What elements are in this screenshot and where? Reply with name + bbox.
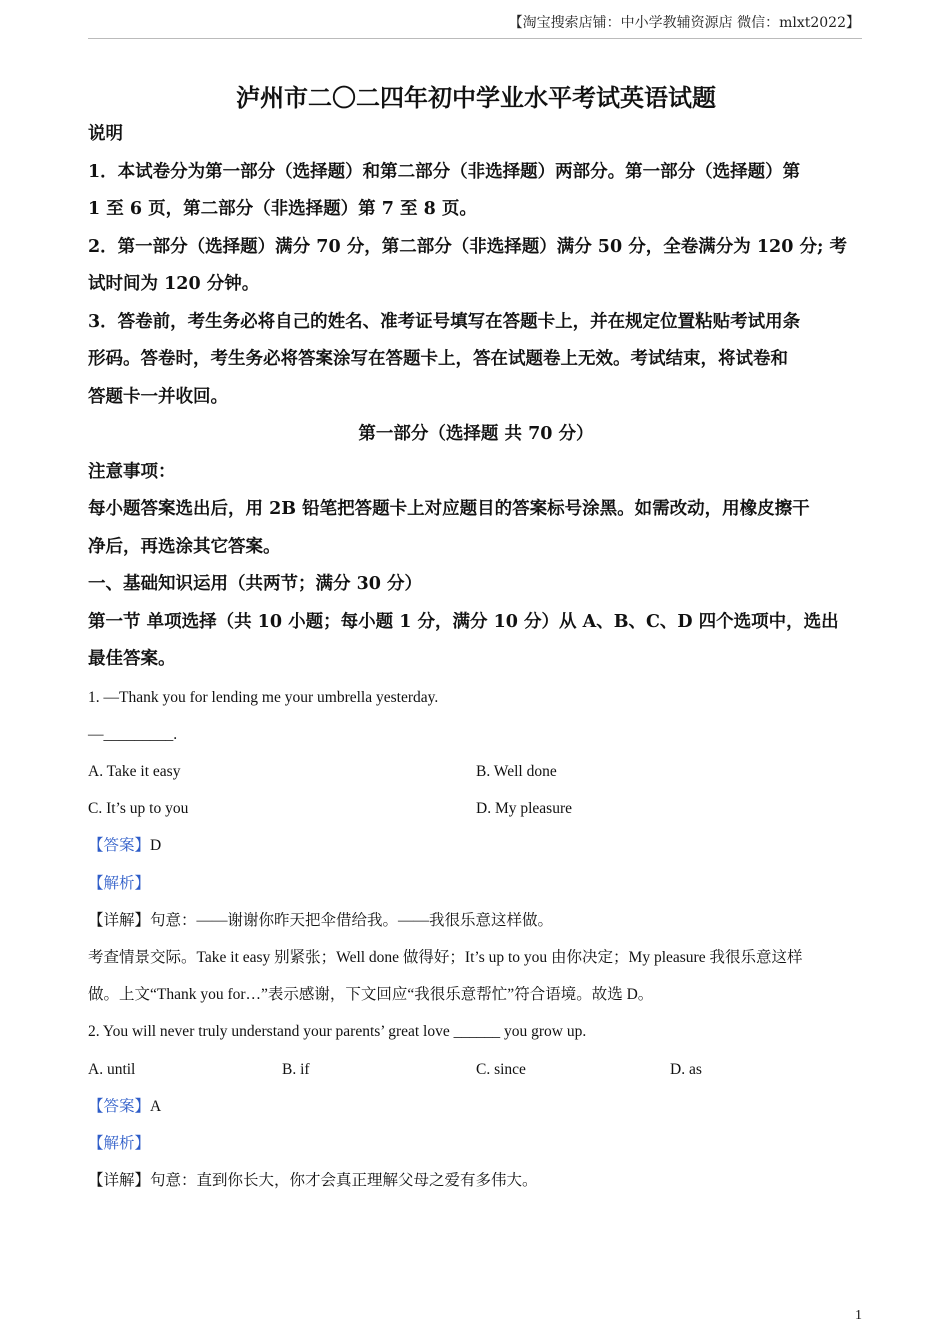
question-1-detail (88, 902, 864, 939)
question-2-stem: 2. You will never truly understand your parents’ great love ______ you grow up. (88, 1023, 587, 1041)
question-2-option-b: B. if (282, 1060, 310, 1078)
section-heading: 一、基础知识运用（共两节；满分 30 分） (88, 574, 423, 594)
header-divider (88, 38, 862, 39)
answer-label: 【答案】 (88, 837, 151, 855)
detail-label: 【详解】 (88, 911, 151, 929)
notice-line: 每小题答案选出后，用 2B 铅笔把答题卡上对应题目的答案标号涂黑。如需改动，用橡皮擦干 (88, 499, 810, 519)
instruction-line: 试时间为 120 分钟。 (88, 274, 260, 294)
header-note: 【淘宝搜索店铺：中小学教辅资源店 微信：mlxt2022】 (508, 15, 860, 31)
part-title: 第一部分（选择题 共 70 分） (358, 424, 594, 444)
question-2-analysis (88, 1125, 864, 1162)
answer-value: D (150, 837, 162, 855)
notice-line: 净后，再选涂其它答案。 (88, 536, 281, 557)
question-1-reply: —_________. (88, 725, 178, 743)
question-1-options-row (88, 753, 864, 790)
question-1-analysis (88, 865, 864, 902)
instruction-line: 形码。答卷时，考生务必将答案涂写在答题卡上，答在试题卷上无效。考试结束，将试卷和 (88, 349, 788, 369)
notice-heading: 注意事项： (88, 461, 176, 482)
question-2-detail (88, 1162, 864, 1199)
instruction-line: 3．答卷前，考生务必将自己的姓名、准考证号填写在答题卡上，并在规定位置粘贴考试用条 (88, 311, 801, 332)
question-2-option-d: D. as (670, 1060, 702, 1078)
subsection-heading: 最佳答案。 (88, 649, 176, 669)
question-1-option-a: A. Take it easy (88, 762, 181, 780)
question-1-explanation: 做。上文“Thank you for…”表示感谢，下文回应“我很乐意帮忙”符合语境。故选 D。 (88, 986, 654, 1004)
question-1-options-row (88, 790, 864, 827)
question-2-answer (88, 1088, 864, 1125)
page-title: 泸州市二〇二四年初中学业水平考试英语试题 (236, 83, 716, 112)
question-2-options-row (88, 1051, 864, 1088)
document-body (88, 80, 864, 1199)
question-2-option-a: A. until (88, 1060, 136, 1078)
question-1-stem: 1. —Thank you for lending me your umbrella yesterday. (88, 688, 439, 706)
analysis-label: 【解析】 (88, 1134, 151, 1152)
instructions-heading: 说明 (88, 124, 123, 144)
question-1-option-d: D. My pleasure (476, 800, 572, 818)
question-1-explanation: 考查情景交际。Take it easy 别紧张；Well done 做得好；It’s up to you 由你决定；My pleasure 我很乐意这样 (88, 948, 803, 966)
instruction-line: 1．本试卷分为第一部分（选择题）和第二部分（非选择题）两部分。第一部分（选择题）第 (88, 161, 801, 182)
instruction-line: 答题卡一并收回。 (88, 386, 228, 407)
question-1-answer (88, 827, 864, 864)
instruction-line: 2．第一部分（选择题）满分 70 分，第二部分（非选择题）满分 50 分，全卷满分为 120 分; 考 (88, 236, 848, 257)
answer-label: 【答案】 (88, 1097, 151, 1115)
analysis-label: 【解析】 (88, 874, 151, 892)
subsection-heading: 第一节 单项选择（共 10 小题；每小题 1 分，满分 10 分）从 A、B、C、D 四个选项中，选出 (88, 611, 839, 632)
detail-text: 句意：——谢谢你昨天把伞借给我。——我很乐意这样做。 (150, 911, 554, 929)
page-number: 1 (855, 1308, 862, 1323)
answer-value: A (150, 1097, 162, 1115)
detail-text: 句意：直到你长大，你才会真正理解父母之爱有多伟大。 (150, 1172, 538, 1190)
detail-label: 【详解】 (88, 1172, 151, 1190)
question-2-option-c: C. since (476, 1060, 526, 1078)
question-1-option-c: C. It’s up to you (88, 800, 189, 818)
instruction-line: 1 至 6 页，第二部分（非选择题）第 7 至 8 页。 (88, 199, 477, 219)
question-1-option-b: B. Well done (476, 762, 557, 780)
